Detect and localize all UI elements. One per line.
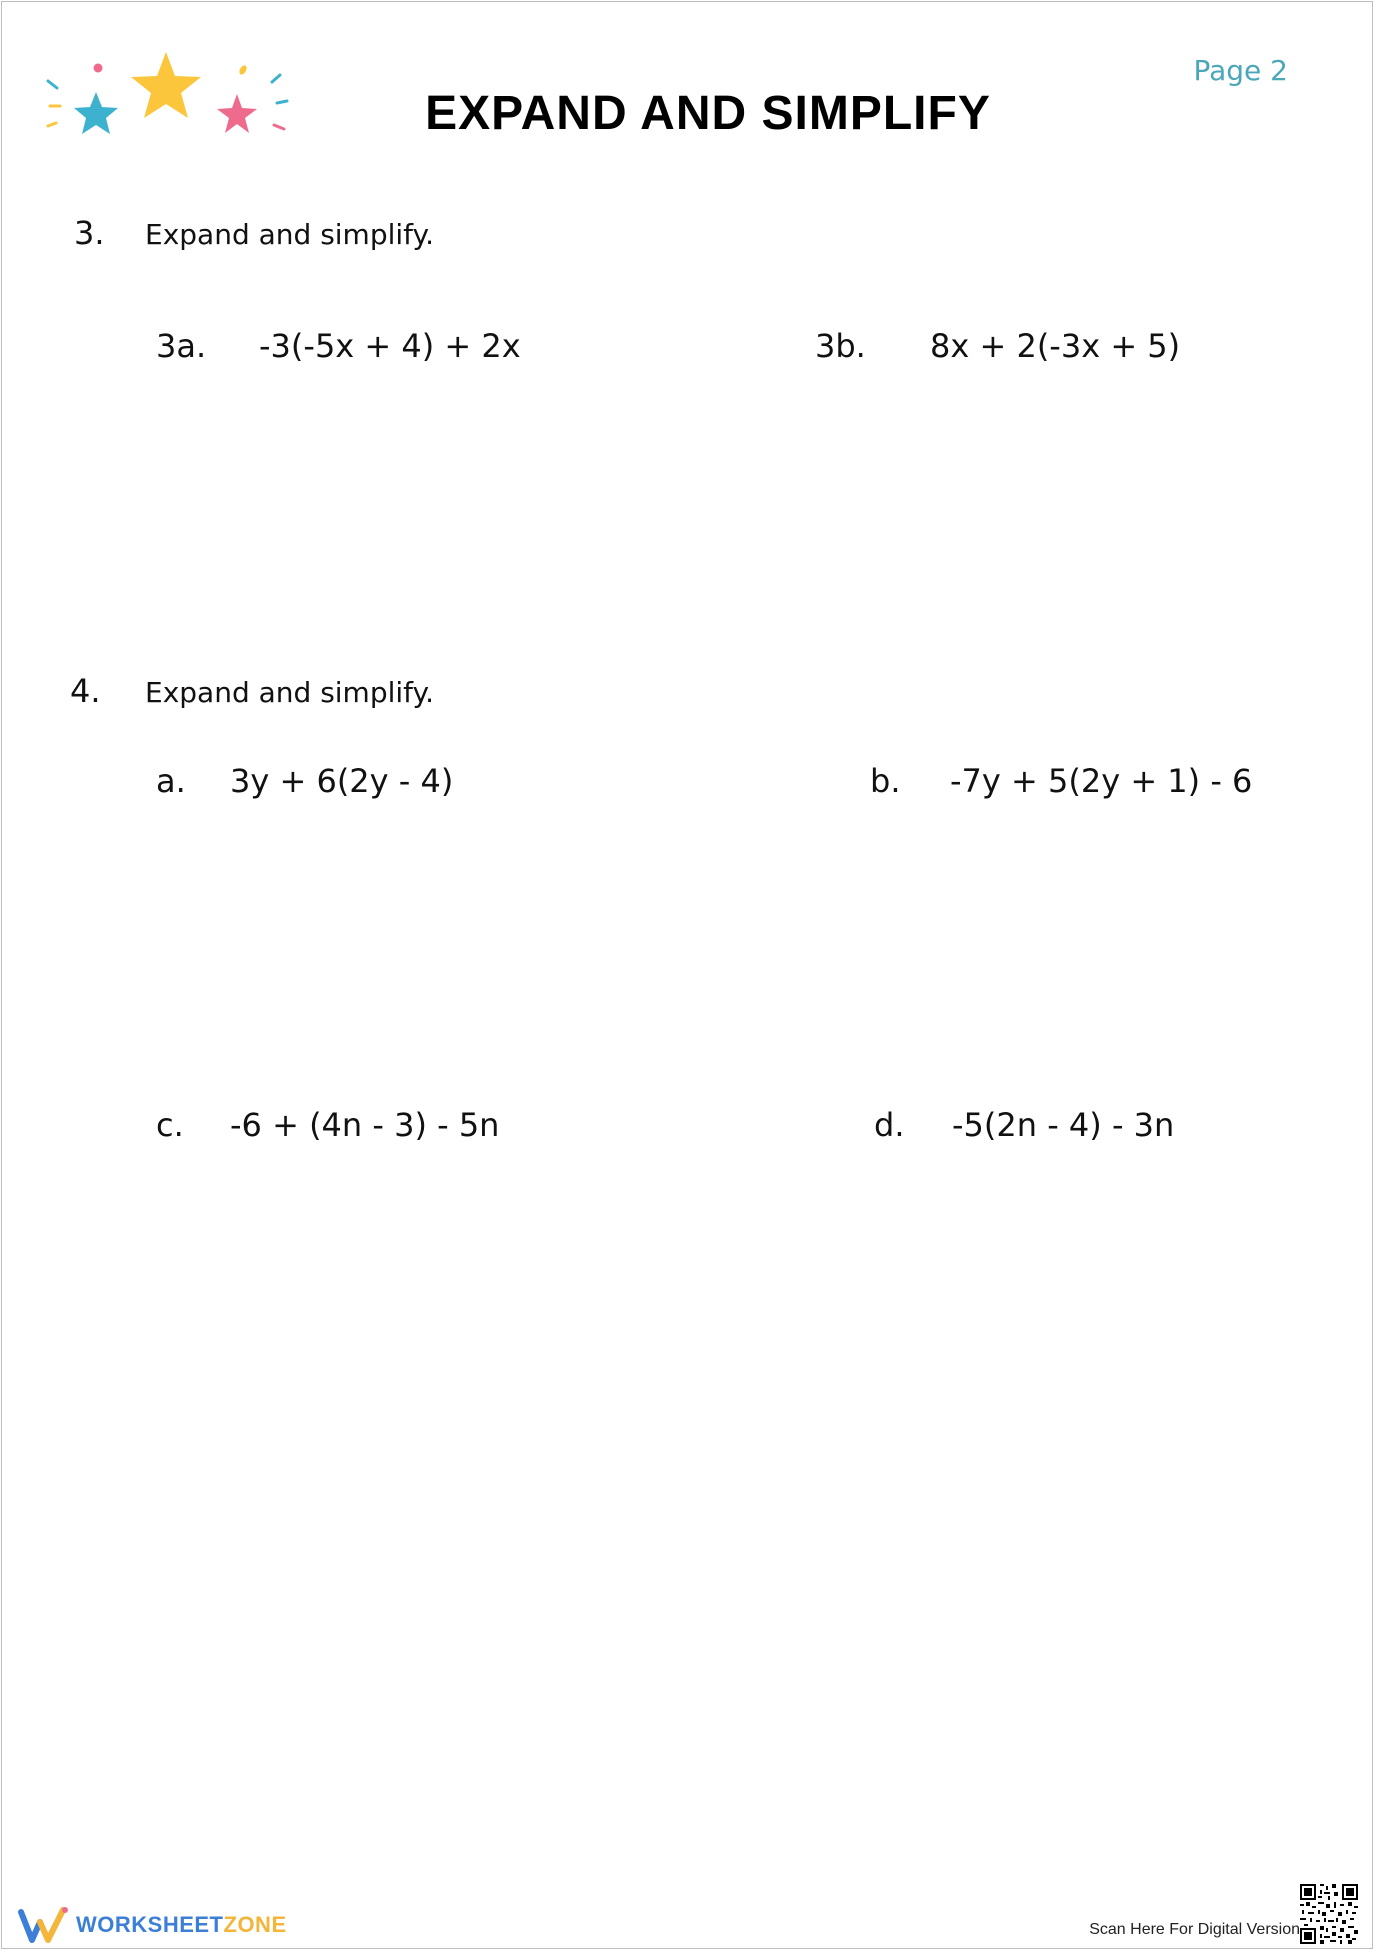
problem-4b-expression: -7y + 5(2y + 1) - 6 [950, 762, 1253, 800]
problem-3b-label: 3b. [815, 327, 866, 365]
brand-word-2: ZONE [223, 1912, 287, 1937]
scan-instruction: Scan Here For Digital Version [1089, 1921, 1300, 1938]
problem-4c-label: c. [156, 1106, 184, 1144]
page-number: Page 2 [1193, 54, 1288, 87]
problem-3b-expression: 8x + 2(-3x + 5) [930, 327, 1181, 365]
problem-4a-label: a. [156, 762, 186, 800]
footer-brand[interactable] [76, 1912, 287, 1938]
page-title: EXPAND AND SIMPLIFY [425, 87, 991, 140]
brand-word-1: WORKSHEET [76, 1912, 224, 1937]
question-3-instruction: Expand and simplify. [145, 218, 435, 251]
problem-4d-expression: -5(2n - 4) - 3n [952, 1106, 1175, 1144]
question-4-instruction: Expand and simplify. [145, 676, 435, 709]
problem-4a-expression: 3y + 6(2y - 4) [230, 762, 454, 800]
problem-4d-label: d. [874, 1106, 905, 1144]
problem-3a-expression: -3(-5x + 4) + 2x [259, 327, 521, 365]
qr-code-icon[interactable] [1300, 1884, 1358, 1944]
worksheetzone-logo-icon [18, 1906, 68, 1944]
problem-3a-label: 3a. [156, 327, 207, 365]
problem-4c-expression: -6 + (4n - 3) - 5n [230, 1106, 500, 1144]
question-3-number: 3. [74, 214, 105, 252]
question-4-number: 4. [70, 672, 101, 710]
problem-4b-label: b. [870, 762, 901, 800]
page-border [1, 1, 1373, 1949]
